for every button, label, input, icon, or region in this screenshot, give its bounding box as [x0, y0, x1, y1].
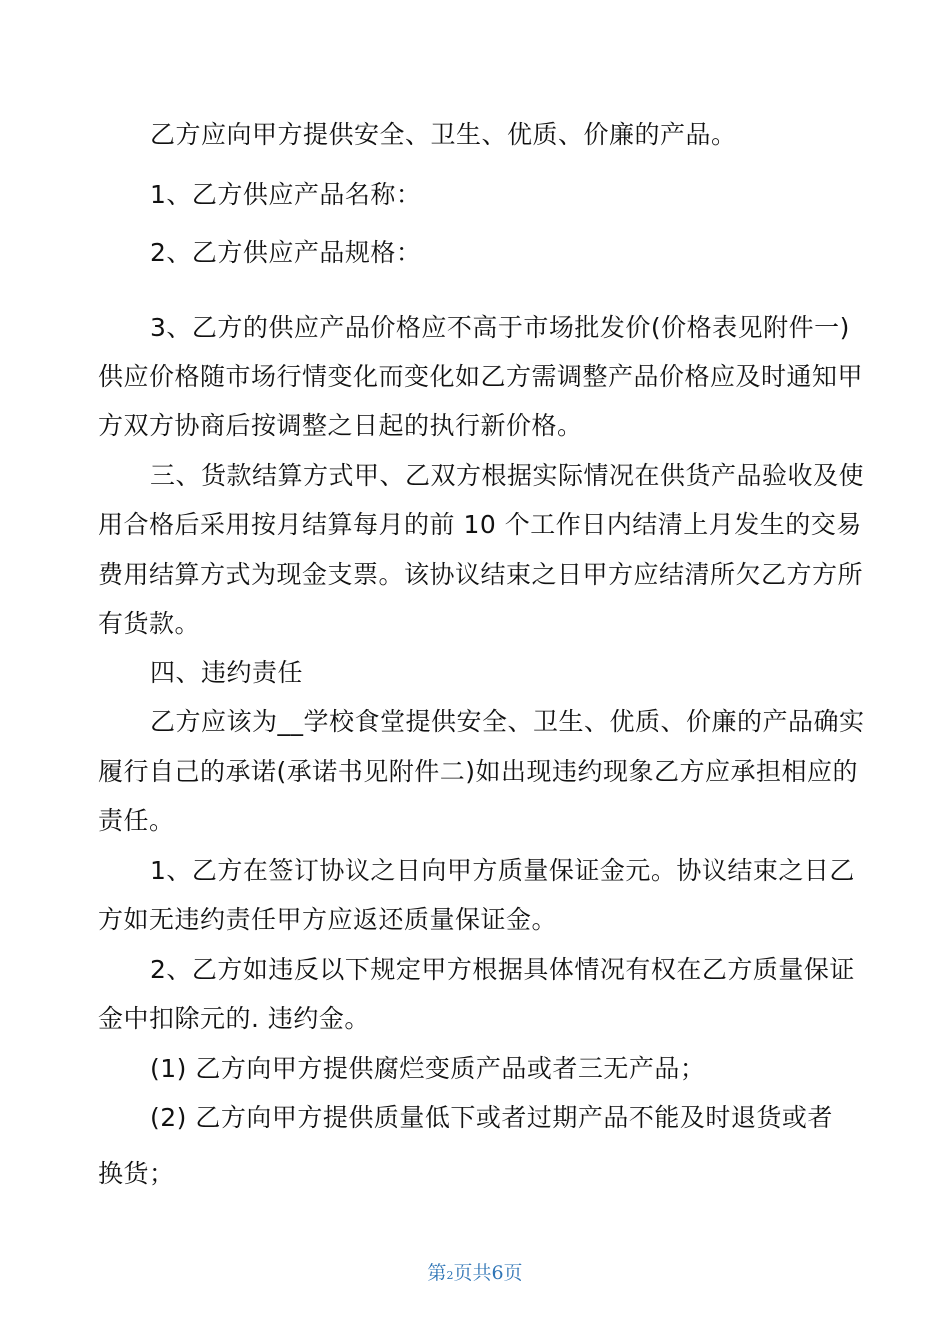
paragraph-line: 费用结算方式为现金支票。该协议结束之日甲方应结清所欠乙方方所 — [98, 560, 864, 589]
section-heading: 四、违约责任 — [150, 658, 304, 687]
paragraph-line: 方如无违约责任甲方应返还质量保证金。 — [98, 905, 558, 934]
paragraph-line: 1、乙方在签订协议之日向甲方质量保证金元。协议结束之日乙 — [150, 856, 855, 885]
page-footer — [0, 1258, 950, 1285]
footer-middle: 页共 — [453, 1262, 492, 1284]
footer-prefix: 第 — [427, 1262, 447, 1284]
paragraph-line: 方双方协商后按调整之日起的执行新价格。 — [98, 411, 583, 440]
footer-suffix: 页 — [503, 1262, 523, 1284]
paragraph-line: 有货款。 — [98, 609, 201, 638]
paragraph-line: 乙方应该为__学校食堂提供安全、卫生、优质、价廉的产品确实 — [150, 707, 865, 736]
list-item: (1) 乙方向甲方提供腐烂变质产品或者三无产品； — [150, 1054, 706, 1083]
paragraph-line: 用合格后采用按月结算每月的前 10 个工作日内结清上月发生的交易 — [98, 510, 862, 539]
footer-total-pages: 6 — [491, 1262, 504, 1284]
footer-page-number: 2 — [446, 1269, 454, 1282]
paragraph-line: 3、乙方的供应产品价格应不高于市场批发价(价格表见附件一) — [150, 313, 850, 342]
paragraph-line: 履行自己的承诺(承诺书见附件二)如出现违约现象乙方应承担相应的 — [98, 757, 859, 786]
paragraph-line: 责任。 — [98, 806, 175, 835]
paragraph-line: 换货； — [98, 1159, 175, 1188]
list-item: (2) 乙方向甲方提供质量低下或者过期产品不能及时退货或者 — [150, 1103, 833, 1132]
paragraph-line: 2、乙方供应产品规格： — [150, 238, 422, 267]
paragraph-line: 三、货款结算方式甲、乙双方根据实际情况在供货产品验收及使 — [150, 461, 865, 490]
paragraph-line: 2、乙方如违反以下规定甲方根据具体情况有权在乙方质量保证 — [150, 955, 855, 984]
paragraph-line: 供应价格随市场行情变化而变化如乙方需调整产品价格应及时通知甲 — [98, 362, 864, 391]
paragraph-line: 1、乙方供应产品名称： — [150, 180, 422, 209]
paragraph-line: 金中扣除元的. 违约金。 — [98, 1004, 370, 1033]
paragraph-line: 乙方应向甲方提供安全、卫生、优质、价廉的产品。 — [150, 120, 737, 149]
